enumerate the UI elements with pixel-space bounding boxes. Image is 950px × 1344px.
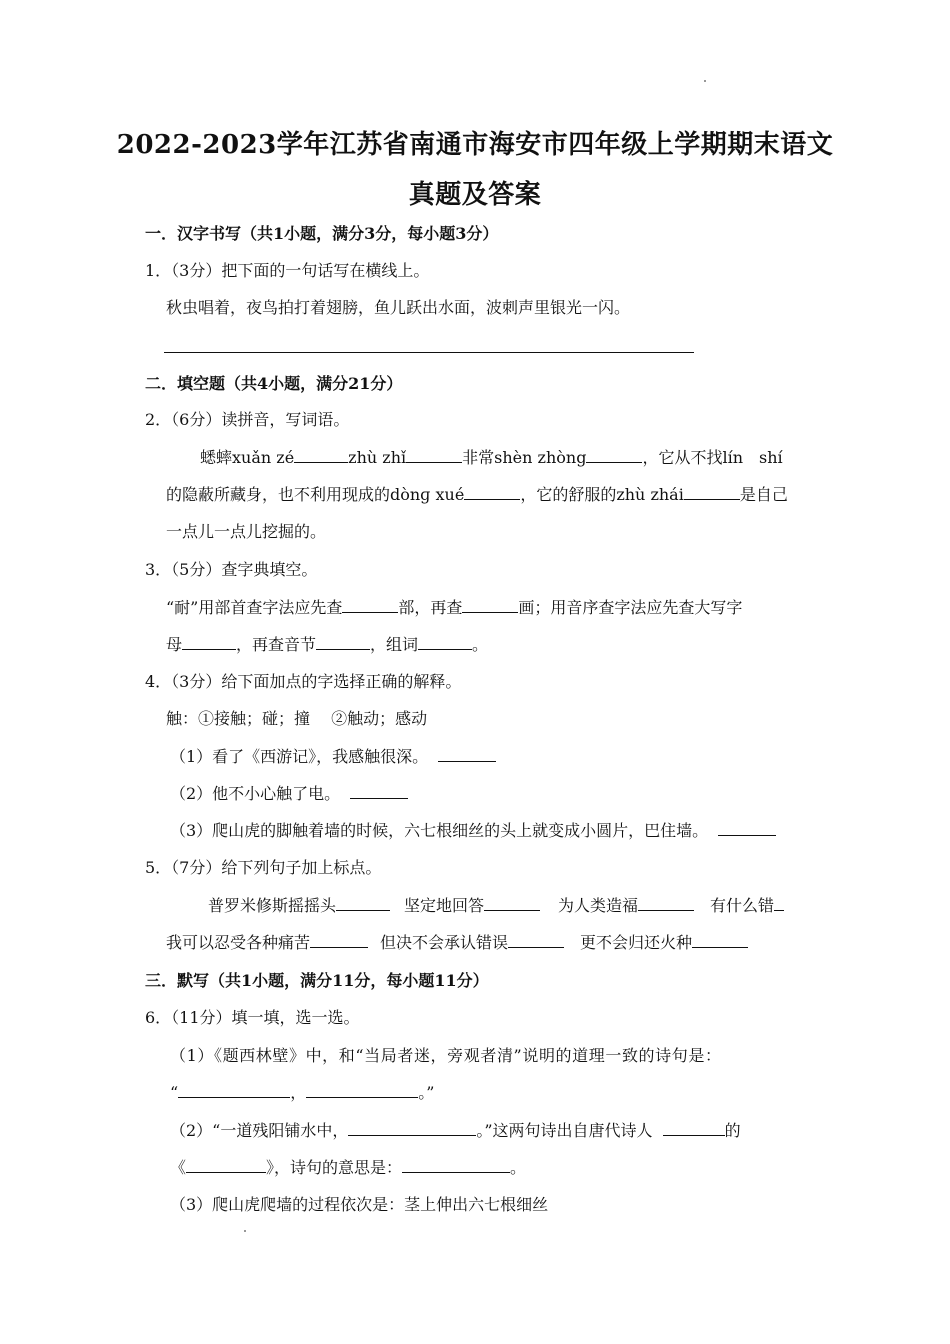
- section-3-heading: 三．默写（共1小题，满分11分，每小题11分）: [145, 971, 489, 990]
- question-4-definitions: 触：①接触；碰；撞 ②触动；感动: [166, 709, 428, 728]
- blank[interactable]: [484, 896, 540, 911]
- pinyin-text: 非常shèn zhòng: [462, 448, 587, 467]
- text: 为人类造福: [558, 896, 639, 915]
- blank[interactable]: [310, 933, 368, 948]
- text: 普罗米修斯摇摇头: [208, 896, 337, 915]
- text: （3）爬山虎的脚触着墙的时候，六七根细丝的头上就变成小圆片，巴住墙。: [170, 821, 709, 840]
- blank[interactable]: [402, 1158, 510, 1173]
- text: ，: [290, 1083, 307, 1102]
- question-2-line-2: [166, 485, 788, 505]
- question-4-item-3: [170, 821, 776, 841]
- text: ，组词: [370, 635, 419, 654]
- pinyin-text: ，它的舒服的zhù zhái: [520, 485, 684, 504]
- scan-dot: [244, 1230, 246, 1232]
- question-5-line-2: [166, 933, 748, 953]
- text: 》，诗句的意思是：: [266, 1158, 403, 1177]
- question-3-line-2: [166, 635, 488, 655]
- text: 《: [170, 1158, 187, 1177]
- text: 。”: [418, 1083, 435, 1102]
- pinyin-text: ，它从不找lín shí: [642, 448, 783, 467]
- question-6: 6．（11分）填一填，选一选。: [145, 1008, 360, 1027]
- text: 画；用音序查字法应先查大写字: [518, 598, 743, 617]
- blank[interactable]: [306, 1083, 418, 1098]
- text: 有什么错: [710, 896, 775, 915]
- pinyin-text: 是自己: [739, 485, 788, 504]
- text: 。: [510, 1158, 527, 1177]
- blank[interactable]: [350, 784, 408, 799]
- blank[interactable]: [774, 896, 784, 911]
- text: （2）“一道残阳铺水中，: [170, 1121, 349, 1140]
- blank[interactable]: [663, 1121, 725, 1136]
- question-1: 1．（3分）把下面的一句话写在横线上。: [145, 261, 430, 280]
- blank[interactable]: [182, 635, 236, 650]
- question-2: 2．（6分）读拼音，写词语。: [145, 410, 350, 429]
- pinyin-text: 的隐蔽所藏身，也不利用现成的dònɡ xué: [166, 485, 465, 504]
- text: “: [170, 1083, 179, 1102]
- blank[interactable]: [718, 821, 776, 836]
- question-4-item-1: [170, 747, 496, 767]
- blank[interactable]: [462, 598, 518, 613]
- question-6-item-2-line-2: [170, 1158, 526, 1178]
- question-2-line-3: 一点儿一点儿挖掘的。: [166, 522, 327, 541]
- scan-dot: [704, 80, 706, 82]
- question-1-sentence: 秋虫唱着，夜鸟拍打着翅膀，鱼儿跃出水面，波刺声里银光一闪。: [166, 298, 631, 317]
- question-5-line-1: [208, 896, 784, 916]
- text: 坚定地回答: [404, 896, 485, 915]
- section-2-heading: 二．填空题（共4小题，满分21分）: [145, 374, 403, 393]
- document-title-line2: 真题及答案: [408, 180, 542, 210]
- question-6-item-1: （1）《题西林壁》中，和“当局者迷，旁观者清”说明的道理一致的诗句是：: [170, 1046, 722, 1065]
- text: 母: [166, 635, 183, 654]
- text: ，再查音节: [236, 635, 317, 654]
- text: 我可以忍受各种痛苦: [166, 933, 311, 952]
- blank[interactable]: [586, 448, 642, 463]
- blank[interactable]: [342, 598, 398, 613]
- blank[interactable]: [294, 448, 348, 463]
- question-4: 4．（3分）给下面加点的字选择正确的解释。: [145, 672, 462, 691]
- blank[interactable]: [418, 635, 472, 650]
- pinyin-text: zhù zhǐ: [348, 448, 407, 467]
- text: 。: [472, 635, 489, 654]
- question-5: 5．（7分）给下列句子加上标点。: [145, 858, 382, 877]
- blank[interactable]: [178, 1083, 290, 1098]
- question-4-item-2: [170, 784, 408, 804]
- blank[interactable]: [406, 448, 462, 463]
- text: （2）他不小心触了电。: [170, 784, 341, 803]
- text: （1）看了《西游记》，我感触很深。: [170, 747, 429, 766]
- question-6-item-1-answer: [170, 1083, 434, 1103]
- blank[interactable]: [336, 896, 390, 911]
- text: 更不会归还火种: [580, 933, 693, 952]
- blank[interactable]: [508, 933, 564, 948]
- blank[interactable]: [684, 485, 740, 500]
- text: 但决不会承认错误: [380, 933, 509, 952]
- blank[interactable]: [348, 1121, 476, 1136]
- text: 的: [724, 1121, 741, 1140]
- answer-line[interactable]: [164, 352, 694, 353]
- blank[interactable]: [438, 747, 496, 762]
- text: 部，再查: [398, 598, 463, 617]
- question-3: 3．（5分）查字典填空。: [145, 560, 318, 579]
- question-6-item-2: [170, 1121, 741, 1141]
- section-1-heading: 一．汉字书写（共1小题，满分3分，每小题3分）: [145, 224, 499, 243]
- blank[interactable]: [464, 485, 520, 500]
- blank[interactable]: [638, 896, 694, 911]
- text: 。”这两句诗出自唐代诗人: [476, 1121, 653, 1140]
- document-title-line1: 2022-2023学年江苏省南通市海安市四年级上学期期末语文: [116, 130, 834, 160]
- pinyin-text: 蟋蟀xuǎn zé: [200, 448, 295, 467]
- blank[interactable]: [692, 933, 748, 948]
- question-2-line-1: [200, 448, 783, 468]
- question-3-line-1: [166, 598, 742, 618]
- blank[interactable]: [316, 635, 370, 650]
- text: “耐”用部首查字法应先查: [166, 598, 343, 617]
- blank[interactable]: [186, 1158, 266, 1173]
- question-6-item-3: （3）爬山虎爬墙的过程依次是：茎上伸出六七根细丝: [170, 1195, 549, 1214]
